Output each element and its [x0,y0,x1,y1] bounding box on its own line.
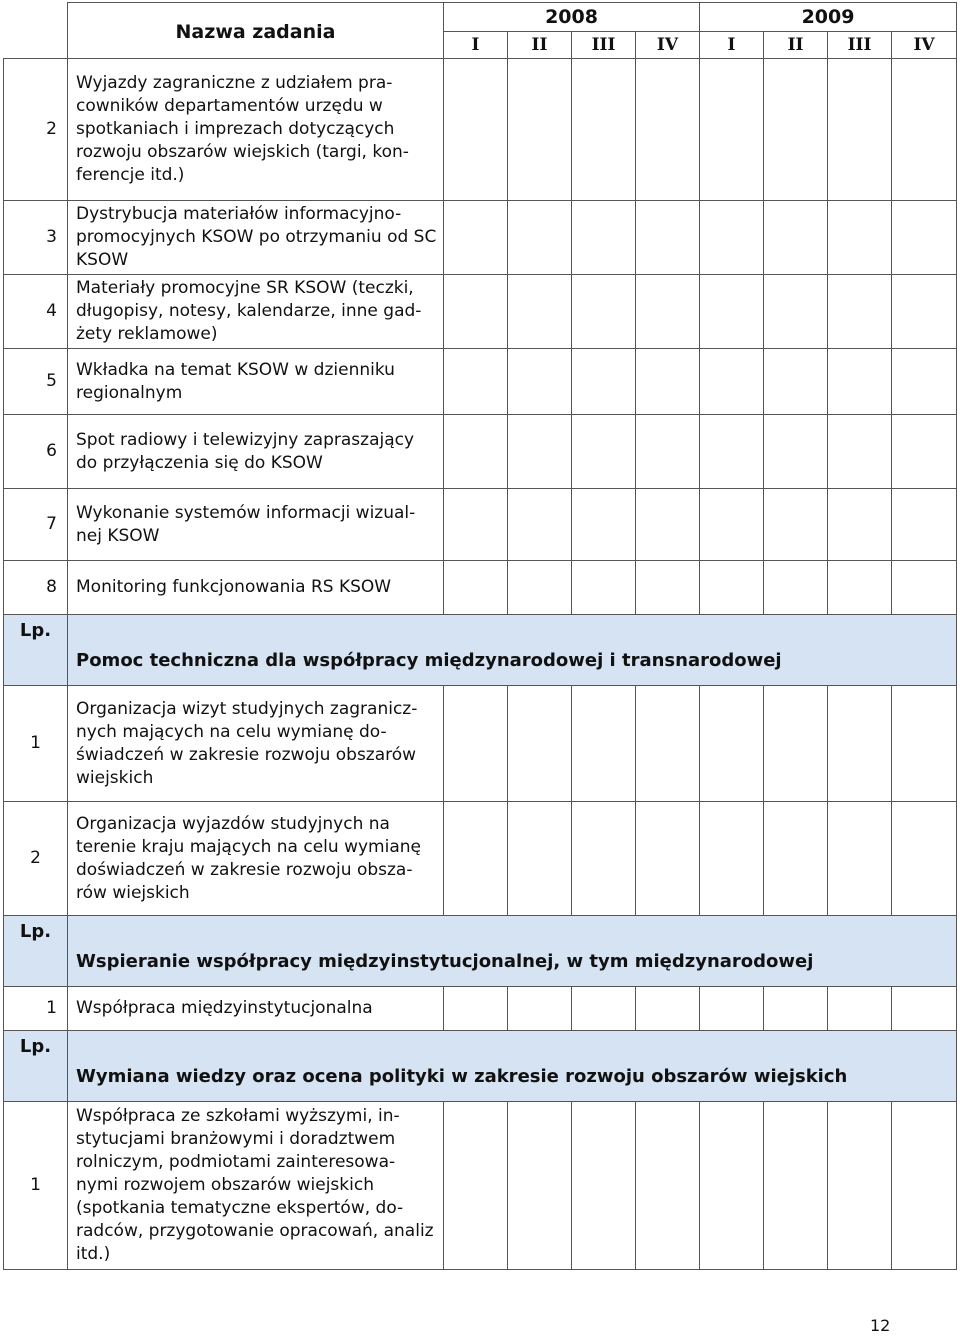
schedule-cell [444,275,508,349]
task-name: Współpraca ze szkołami wyższymi, in- stytucjami branżowymi i doradztwem rolniczym, podmiotami zainteresowa- nymi rozwojem obszarów wiejskich (spotkania tematyczne ekspertów, do- radców, przygotowanie opracowań, analiz itd.) [68,1102,444,1270]
table-row [4,802,957,916]
schedule-cell [700,349,764,415]
schedule-cell [572,802,636,916]
section-header [4,1031,957,1102]
schedule-cell [508,1102,572,1270]
task-name: Organizacja wyjazdów studyjnych na terenie kraju mających na celu wymianę doświadczeń w zakresie rozwoju obsza- rów wiejskich [68,802,444,916]
schedule-cell [764,275,828,349]
task-name: Dystrybucja materiałów informacyjno- promocyjnych KSOW po otrzymaniu od SC KSOW [68,201,444,275]
schedule-cell [444,1102,508,1270]
header-quarter: I [444,32,508,59]
schedule-cell [572,987,636,1031]
schedule-cell [636,275,700,349]
task-name: Monitoring funkcjonowania RS KSOW [68,561,444,615]
schedule-cell [508,987,572,1031]
schedule-cell [636,201,700,275]
schedule-cell [508,59,572,201]
schedule-cell [572,1102,636,1270]
row-number: 1 [4,1102,68,1270]
row-number: 2 [4,802,68,916]
schedule-cell [636,489,700,561]
schedule-cell [444,59,508,201]
schedule-table [3,2,957,1270]
section-title: Pomoc techniczna dla współpracy międzynarodowej i transnarodowej [68,615,957,686]
schedule-cell [508,201,572,275]
schedule-cell [572,561,636,615]
schedule-cell [700,802,764,916]
schedule-cell [700,987,764,1031]
schedule-cell [892,802,957,916]
section-lp: Lp. [4,916,68,987]
schedule-cell [828,489,892,561]
schedule-cell [828,561,892,615]
row-number: 2 [4,59,68,201]
schedule-cell [828,415,892,489]
table-row [4,1102,957,1270]
schedule-cell [700,59,764,201]
section-lp: Lp. [4,1031,68,1102]
task-name: Wyjazdy zagraniczne z udziałem pra- cowników departamentów urzędu w spotkaniach i imprezach dotyczących rozwoju obszarów wiejskich (targi, kon- ferencje itd.) [68,59,444,201]
schedule-cell [508,561,572,615]
table-row [4,686,957,802]
schedule-cell [764,802,828,916]
section-lp: Lp. [4,615,68,686]
schedule-cell [892,987,957,1031]
row-number: 4 [4,275,68,349]
table-row [4,275,957,349]
table-row [4,59,957,201]
section-header [4,615,957,686]
schedule-cell [636,561,700,615]
schedule-cell [508,415,572,489]
schedule-cell [892,349,957,415]
schedule-cell [636,802,700,916]
header-quarter: IV [892,32,957,59]
row-number: 8 [4,561,68,615]
table-row [4,987,957,1031]
page-number: 12 [870,1316,891,1335]
schedule-cell [508,275,572,349]
schedule-cell [828,275,892,349]
schedule-cell [764,349,828,415]
schedule-cell [892,59,957,201]
schedule-cell [700,1102,764,1270]
schedule-cell [828,686,892,802]
row-number: 6 [4,415,68,489]
header-task-name: Nazwa zadania [68,3,444,59]
schedule-cell [828,349,892,415]
schedule-cell [892,686,957,802]
schedule-cell [508,349,572,415]
schedule-cell [828,987,892,1031]
schedule-cell [700,201,764,275]
schedule-cell [444,561,508,615]
schedule-cell [828,802,892,916]
schedule-cell [828,201,892,275]
schedule-cell [636,1102,700,1270]
schedule-cell [444,489,508,561]
schedule-cell [444,349,508,415]
schedule-cell [444,802,508,916]
schedule-cell [892,415,957,489]
row-number: 3 [4,201,68,275]
schedule-cell [572,59,636,201]
table-row [4,415,957,489]
task-name: Materiały promocyjne SR KSOW (teczki, długopisy, notesy, kalendarze, inne gad- żety reklamowe) [68,275,444,349]
schedule-cell [764,201,828,275]
schedule-cell [764,686,828,802]
row-number: 1 [4,987,68,1031]
header-quarter: I [700,32,764,59]
schedule-cell [636,415,700,489]
header-quarter: III [828,32,892,59]
schedule-cell [572,201,636,275]
table-row [4,561,957,615]
header-quarter: II [508,32,572,59]
schedule-cell [444,415,508,489]
schedule-cell [892,201,957,275]
schedule-cell [764,59,828,201]
schedule-cell [764,489,828,561]
schedule-cell [572,489,636,561]
header-quarter: IV [636,32,700,59]
row-number: 1 [4,686,68,802]
schedule-cell [636,987,700,1031]
task-name: Wkładka na temat KSOW w dzienniku regionalnym [68,349,444,415]
schedule-cell [700,561,764,615]
schedule-cell [764,415,828,489]
header-lp-empty [4,3,68,59]
schedule-cell [828,59,892,201]
schedule-cell [572,275,636,349]
schedule-cell [764,1102,828,1270]
schedule-cell [636,349,700,415]
schedule-cell [700,415,764,489]
task-name: Spot radiowy i telewizyjny zapraszający do przyłączenia się do KSOW [68,415,444,489]
schedule-cell [572,686,636,802]
header-quarter: III [572,32,636,59]
schedule-cell [572,415,636,489]
table-row [4,349,957,415]
schedule-cell [700,686,764,802]
task-name: Organizacja wizyt studyjnych zagranicz- nych mających na celu wymianę do- świadczeń w zakresie rozwoju obszarów wiejskich [68,686,444,802]
schedule-cell [764,561,828,615]
schedule-cell [508,686,572,802]
table-row [4,489,957,561]
table-row [4,201,957,275]
schedule-cell [700,275,764,349]
schedule-cell [508,802,572,916]
schedule-cell [636,686,700,802]
schedule-cell [444,987,508,1031]
schedule-cell [572,349,636,415]
row-number: 7 [4,489,68,561]
section-title: Wspieranie współpracy międzyinstytucjonalnej, w tym międzynarodowej [68,916,957,987]
schedule-cell [892,275,957,349]
schedule-cell [892,1102,957,1270]
schedule-cell [636,59,700,201]
header-year-2009: 2009 [700,3,957,32]
schedule-cell [508,489,572,561]
section-title: Wymiana wiedzy oraz ocena polityki w zakresie rozwoju obszarów wiejskich [68,1031,957,1102]
task-name: Współpraca międzyinstytucjonalna [68,987,444,1031]
schedule-cell [700,489,764,561]
schedule-cell [764,987,828,1031]
header-year-2008: 2008 [444,3,700,32]
task-name: Wykonanie systemów informacji wizual- nej KSOW [68,489,444,561]
schedule-cell [892,489,957,561]
schedule-cell [828,1102,892,1270]
schedule-cell [892,561,957,615]
section-header [4,916,957,987]
schedule-cell [444,686,508,802]
row-number: 5 [4,349,68,415]
schedule-cell [444,201,508,275]
header-quarter: II [764,32,828,59]
